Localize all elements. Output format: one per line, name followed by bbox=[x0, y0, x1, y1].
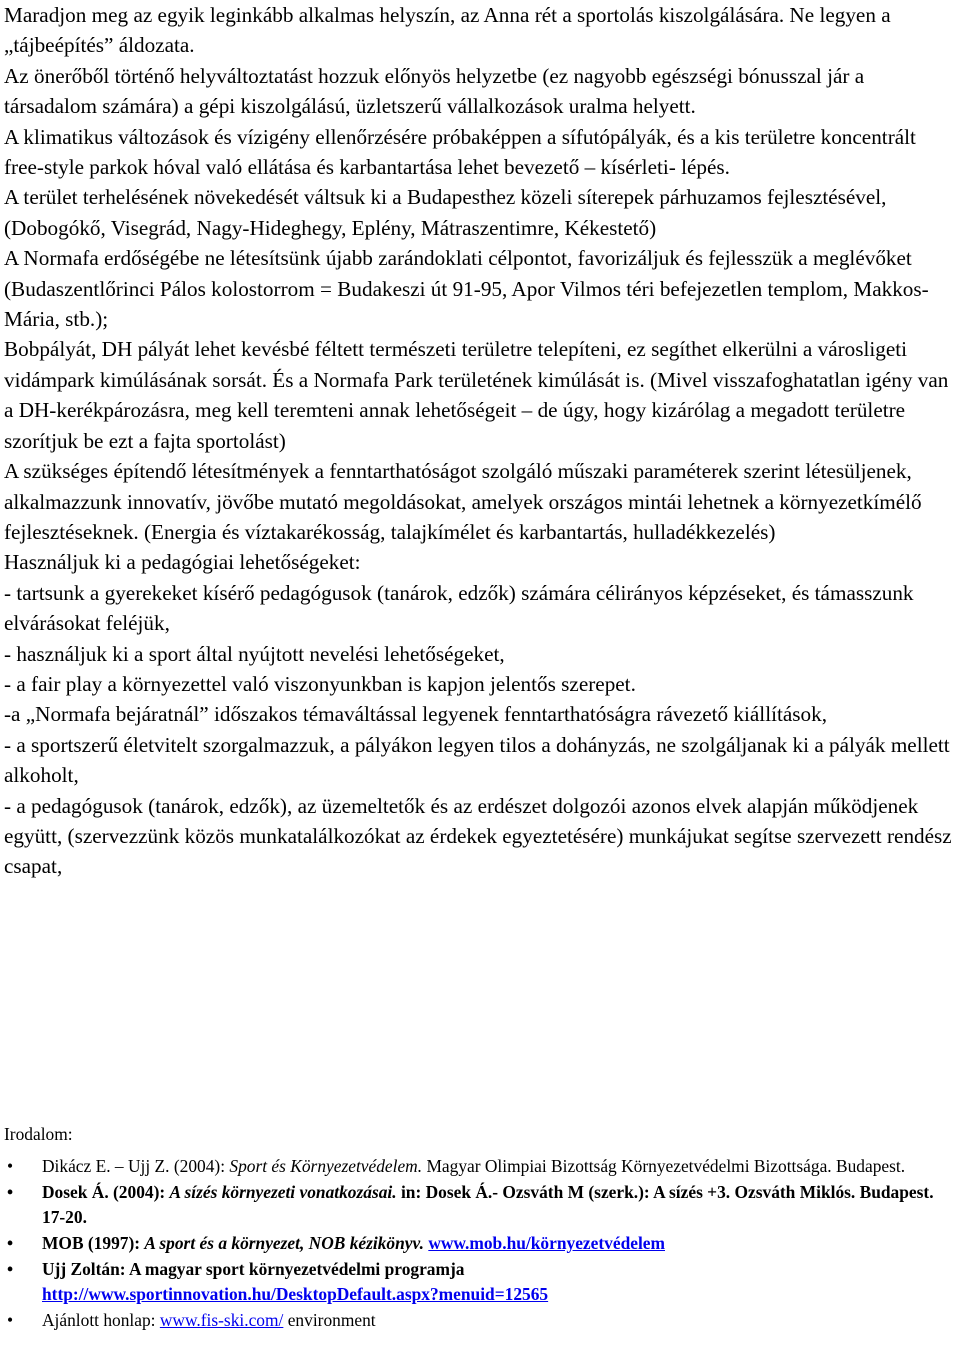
references-section bbox=[4, 1122, 956, 1333]
reference-link[interactable]: www.mob.hu/környezetvédelem bbox=[428, 1233, 665, 1253]
reference-title: Sport és Környezetvédelem. bbox=[229, 1156, 423, 1176]
list-item: -a „Normafa bejáratnál” időszakos témaváltással legyenek fenntarthatóságra rávezető kiállítások, bbox=[4, 702, 827, 727]
paragraph: A terület terhelésének növekedését váltsuk ki a Budapesthez közeli síterepek párhuzamos fejlesztésével, (Dobogókő, Visegrád, Nagy-Hideghegy, Eplény, Mátraszentimre, Kékestető) bbox=[4, 185, 887, 240]
reference-item bbox=[4, 1231, 956, 1256]
reference-authors: Dikácz E. – Ujj Z. (2004): bbox=[42, 1156, 230, 1176]
references-title: Irodalom: bbox=[4, 1124, 73, 1144]
reference-prefix: Ajánlott honlap: bbox=[42, 1310, 160, 1330]
bullet-icon: • bbox=[6, 1310, 14, 1330]
reference-publisher: Magyar Olimpiai Bizottság Környezetvédelmi Bizottsága. Budapest. bbox=[422, 1156, 906, 1176]
list-item: - a sportszerű életvitelt szorgalmazzuk, a pályákon legyen tilos a dohányzás, ne szolgáljanak ki a pályák mellett alkoholt, bbox=[4, 732, 950, 788]
paragraph: Az önerőből történő helyváltoztatást hozzuk előnyös helyzetbe (ez nagyobb egészségi bónusszal jár a társadalom számára) a gépi kiszolgálású, üzletszerű vállalkozások uralma helyett. bbox=[4, 63, 865, 119]
reference-link[interactable]: www.fis-ski.com/ bbox=[159, 1310, 284, 1330]
reference-text: Ujj Zoltán: A magyar sport környezetvédelmi programja bbox=[42, 1259, 465, 1279]
reference-title: A sízés környezeti vonatkozásai. bbox=[169, 1182, 397, 1202]
bullet-icon: • bbox=[6, 1259, 14, 1279]
references-list bbox=[4, 1154, 956, 1333]
reference-suffix: environment bbox=[283, 1310, 376, 1330]
reference-link[interactable]: http://www.sportinnovation.hu/DesktopDefault.aspx?menuid=12565 bbox=[42, 1284, 549, 1304]
bullet-icon: • bbox=[6, 1182, 14, 1202]
reference-item bbox=[4, 1154, 956, 1179]
paragraph: Maradjon meg az egyik leginkább alkalmas helyszín, az Anna rét a sportolás kiszolgálására. Ne legyen a „tájbeépítés” áldozata. bbox=[4, 3, 891, 58]
paragraph: A Normafa erdőségébe ne létesítsünk újabb zarándoklati célpontot, favorizáljuk és fejlesszük a meglévőket (Budaszentlőrinci Pálos kolostorrom = Budakeszi út 91-95, Apor Vilmos téri befejezetlen templom, Makkos-Mária, stb.); bbox=[4, 246, 929, 332]
paragraph: Bobpályát, DH pályát lehet kevésbé féltett természeti területre telepíteni, ez segíthet elkerülni a városligeti vidámpark kimúlásának sorsát. És a Normafa Park területének kimúlását is. (Mivel visszafoghatatlan igény van a DH-kerékpározásra, meg kell teremteni annak lehetőségeit – de úgy, hogy kizárólag a megadott területre szorítjuk be ezt a fajta sportolást) bbox=[4, 337, 949, 453]
reference-publisher: in: Dosek Á.- Ozsváth M (szerk.): A sízés +3. Ozsváth Miklós. Budapest. 17-20. bbox=[42, 1182, 934, 1227]
reference-title: A sport és a környezet, NOB kézikönyv. bbox=[144, 1233, 424, 1253]
bullet-icon: • bbox=[6, 1156, 14, 1176]
list-item: - használjuk ki a sport által nyújtott nevelési lehetőségeket, bbox=[4, 641, 505, 666]
reference-authors: MOB (1997): bbox=[42, 1233, 145, 1253]
section-heading: Használjuk ki a pedagógiai lehetőségeket: bbox=[4, 550, 361, 575]
reference-item bbox=[4, 1180, 956, 1230]
paragraph: A klimatikus változások és vízigény ellenőrzésére próbaképpen a sífutópályák, és a kis területre koncentrált free-style parkok hóval való ellátása és karbantartása lehet bevezető – kísérleti- lépés. bbox=[4, 124, 916, 180]
list-item: - a pedagógusok (tanárok, edzők), az üzemeltetők és az erdészet dolgozói azonos elvek alapján működjenek együtt, (szervezzünk közös munkatalálkozókat az érdekek egyeztetésére) munkájukat segítse szervezett rendész csapat, bbox=[4, 793, 952, 879]
reference-item bbox=[4, 1308, 956, 1333]
bullet-icon: • bbox=[6, 1233, 14, 1253]
list-item: - tartsunk a gyerekeket kísérő pedagógusok (tanárok, edzők) számára célirányos képzéseket, és támasszunk elvárásokat feléjük, bbox=[4, 580, 914, 636]
reference-authors: Dosek Á. (2004): bbox=[42, 1182, 170, 1202]
paragraph: A szükséges építendő létesítmények a fenntarthatóságot szolgáló műszaki paraméterek szerint létesüljenek, alkalmazzunk innovatív, jövőbe mutató megoldásokat, amelyek országos mintái lehetnek a környezetkímélő fejlesztéseknek. (Energia és víztakarékosság, talajkímélet és karbantartás, hulladékkezelés) bbox=[4, 459, 922, 544]
reference-item bbox=[4, 1257, 956, 1307]
document-body bbox=[4, 0, 956, 882]
list-item: - a fair play a környezettel való viszonyunkban is kapjon jelentős szerepet. bbox=[4, 671, 636, 696]
